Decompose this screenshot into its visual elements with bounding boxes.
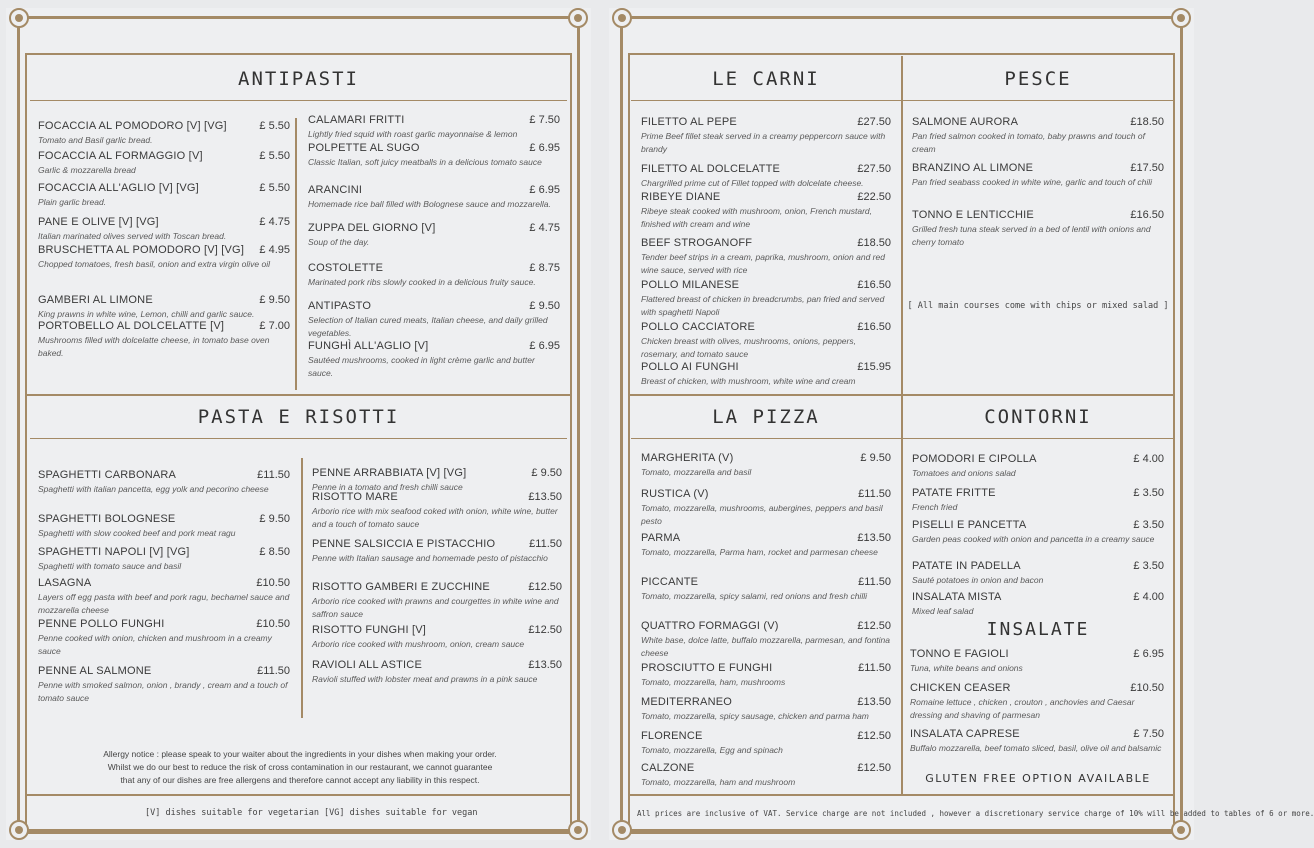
menu-item-price: £ 4.00 bbox=[1133, 591, 1164, 603]
menu-item bbox=[38, 320, 290, 359]
menu-item bbox=[308, 142, 560, 169]
menu-item-name: FILETTO AL PEPE bbox=[641, 116, 737, 128]
section-title-antipasti: ANTIPASTI bbox=[30, 58, 567, 101]
menu-item-price: £16.50 bbox=[1130, 209, 1164, 221]
menu-item-name: POMODORI E CIPOLLA bbox=[912, 453, 1037, 465]
menu-item-price: £22.50 bbox=[857, 191, 891, 203]
menu-item-name: PORTOBELLO AL DOLCELATTE [V] bbox=[38, 320, 225, 332]
menu-item-price: £ 6.95 bbox=[529, 184, 560, 196]
menu-item-name: COSTOLETTE bbox=[308, 262, 384, 274]
menu-item-name: INSALATA CAPRESE bbox=[910, 728, 1020, 740]
section-divider bbox=[25, 794, 572, 796]
menu-item-name: ARANCINI bbox=[308, 184, 363, 196]
menu-item-name: BRUSCHETTA AL POMODORO [V] [VG] bbox=[38, 244, 245, 256]
menu-item-name: BRANZINO AL LIMONE bbox=[912, 162, 1034, 174]
menu-item-price: £11.50 bbox=[858, 488, 891, 500]
menu-item-description: Garlic & mozzarella bread bbox=[38, 165, 136, 175]
menu-item bbox=[912, 487, 1164, 514]
section-title-pizza: LA PIZZA bbox=[631, 396, 901, 439]
menu-item-description: Penne with Italian sausage and homemade pesto of pistacchio bbox=[312, 553, 548, 563]
menu-item-price: £ 9.50 bbox=[529, 300, 560, 312]
menu-item-price: £ 5.50 bbox=[259, 150, 290, 162]
menu-item-price: £ 8.50 bbox=[259, 546, 290, 558]
section-title-contorni: CONTORNI bbox=[903, 396, 1173, 439]
pasta-section bbox=[30, 396, 567, 828]
menu-item bbox=[308, 262, 560, 289]
menu-item-description: French fried bbox=[912, 502, 958, 512]
menu-item-description: Spaghetti with italian pancetta, egg yolk and pecorino cheese bbox=[38, 484, 269, 494]
menu-item-price: £ 7.50 bbox=[1133, 728, 1164, 740]
menu-item bbox=[38, 182, 290, 209]
section-title-carni: LE CARNI bbox=[631, 58, 901, 101]
menu-page-left bbox=[6, 8, 591, 840]
menu-item-description: Buffalo mozzarella, beef tomato sliced, basil, olive oil and balsamic bbox=[910, 743, 1162, 753]
menu-item bbox=[308, 300, 560, 339]
menu-item-description: Tomato, mozzarella, ham and mushroom bbox=[641, 777, 796, 787]
menu-item-description: Arborio rice cooked with prawns and courgettes in white wine and saffron sauce bbox=[312, 596, 559, 619]
menu-item-price: £10.50 bbox=[256, 577, 290, 589]
menu-item bbox=[641, 116, 891, 155]
menu-item bbox=[38, 150, 290, 177]
menu-item-price: £16.50 bbox=[857, 279, 891, 291]
menu-item-price: £ 8.75 bbox=[529, 262, 560, 274]
pesce-section bbox=[903, 58, 1173, 394]
menu-item-price: £18.50 bbox=[1130, 116, 1164, 128]
menu-item bbox=[641, 532, 891, 559]
antipasti-column-left bbox=[38, 120, 290, 390]
menu-item-description: Arborio rice cooked with mushroom, onion, cream sauce bbox=[312, 639, 525, 649]
menu-item bbox=[641, 730, 891, 757]
menu-item-description: Tender beef strips in a cream, paprika, mushroom, onion and red wine sauce, served with rice bbox=[641, 252, 885, 275]
menu-item-description: Grilled fresh tuna steak served in a bed of lentil with onions and cherry tomato bbox=[912, 224, 1151, 247]
menu-item bbox=[912, 209, 1164, 248]
legend-vegetarian: [V] dishes suitable for vegetarian bbox=[145, 808, 319, 818]
menu-item-name: INSALATA MISTA bbox=[912, 591, 1002, 603]
pasta-column-right bbox=[312, 467, 562, 717]
menu-item-description: Layers off egg pasta with beef and pork ragu, bechamel sauce and mozzarella cheese bbox=[38, 592, 290, 615]
menu-item bbox=[641, 620, 891, 659]
corner-ornament-icon bbox=[612, 8, 632, 28]
menu-item bbox=[312, 581, 562, 620]
menu-item-price: £27.50 bbox=[857, 116, 891, 128]
menu-item-price: £12.50 bbox=[528, 624, 562, 636]
menu-item bbox=[641, 237, 891, 276]
menu-item bbox=[38, 618, 290, 657]
antipasti-column-right bbox=[308, 114, 560, 392]
menu-item-name: POLLO MILANESE bbox=[641, 279, 740, 291]
menu-item-price: £ 4.75 bbox=[259, 216, 290, 228]
menu-item-price: £12.50 bbox=[857, 730, 891, 742]
menu-item bbox=[308, 340, 560, 379]
menu-item-price: £10.50 bbox=[1130, 682, 1164, 694]
menu-item-price: £12.50 bbox=[528, 581, 562, 593]
menu-item bbox=[38, 469, 290, 496]
menu-item bbox=[641, 321, 891, 360]
menu-item-price: £ 5.50 bbox=[259, 120, 290, 132]
section-divider bbox=[628, 794, 1175, 796]
menu-item-price: £11.50 bbox=[858, 576, 891, 588]
menu-item-price: £13.50 bbox=[528, 659, 562, 671]
menu-item-price: £ 6.95 bbox=[529, 142, 560, 154]
menu-item-description: Sauté potatoes in onion and bacon bbox=[912, 575, 1044, 585]
insalate-column bbox=[910, 648, 1164, 768]
section-title-pesce: PESCE bbox=[903, 58, 1173, 101]
menu-item-price: £12.50 bbox=[857, 762, 891, 774]
menu-item-description: King prawns in white wine, Lemon, chilli and garlic sauce. bbox=[38, 309, 255, 319]
menu-item-description: Chicken breast with olives, mushrooms, onions, peppers, rosemary, and tomato sauce bbox=[641, 336, 856, 359]
menu-item-name: MARGHERITA (V) bbox=[641, 452, 734, 464]
menu-item bbox=[641, 361, 891, 388]
menu-item bbox=[308, 114, 560, 141]
corner-ornament-icon bbox=[9, 8, 29, 28]
menu-item-description: Tomato, mozzarella, Parma ham, rocket and parmesan cheese bbox=[641, 547, 878, 557]
menu-item bbox=[641, 163, 891, 190]
corner-ornament-icon bbox=[568, 8, 588, 28]
menu-item-price: £13.50 bbox=[857, 696, 891, 708]
menu-item-description: Tuna, white beans and onions bbox=[910, 663, 1023, 673]
menu-item-price: £ 6.95 bbox=[1133, 648, 1164, 660]
menu-item-price: £ 9.50 bbox=[259, 513, 290, 525]
menu-item-description: Tomato, mozzarella, spicy salami, red onions and fresh chilli bbox=[641, 591, 867, 601]
menu-item-name: PROSCIUTTO E FUNGHI bbox=[641, 662, 773, 674]
menu-item bbox=[910, 682, 1164, 721]
contorni-section bbox=[903, 396, 1173, 794]
menu-item-description: Lightly fried squid with roast garlic mayonnaise & lemon bbox=[308, 129, 518, 139]
menu-item-price: £ 4.00 bbox=[1133, 453, 1164, 465]
menu-item-name: RISOTTO GAMBERI E ZUCCHINE bbox=[312, 581, 490, 593]
menu-item-price: £17.50 bbox=[1130, 162, 1164, 174]
menu-item-name: RUSTICA (V) bbox=[641, 488, 709, 500]
menu-item bbox=[641, 576, 891, 603]
menu-item-price: £10.50 bbox=[256, 618, 290, 630]
menu-item bbox=[312, 659, 562, 686]
menu-item-description: Ribeye steak cooked with mushroom, onion, French mustard, finished with cream and wine bbox=[641, 206, 873, 229]
legend-vegan: [VG] dishes suitable for vegan bbox=[324, 808, 478, 818]
menu-item bbox=[312, 624, 562, 651]
menu-item-price: £ 4.75 bbox=[529, 222, 560, 234]
allergy-notice bbox=[70, 748, 530, 787]
menu-item bbox=[641, 696, 891, 723]
menu-item-description: Arborio rice with mix seafood coked with onion, white wine, butter and a touch of tomato sauce bbox=[312, 506, 558, 529]
menu-item-description: Tomato and Basil garlic bread. bbox=[38, 135, 153, 145]
menu-item-name: FUNGHÌ ALL'AGLIO [V] bbox=[308, 340, 429, 352]
menu-item-description: Soup of the day. bbox=[308, 237, 370, 247]
corner-ornament-icon bbox=[1171, 820, 1191, 840]
menu-item-price: £ 7.00 bbox=[259, 320, 290, 332]
menu-item-description: Selection of Italian cured meats, Italian cheese, and daily grilled vegetables. bbox=[308, 315, 548, 338]
menu-item-name: FLORENCE bbox=[641, 730, 703, 742]
menu-item bbox=[312, 538, 562, 565]
menu-page-right bbox=[609, 8, 1314, 840]
menu-item-name: PENNE POLLO FUNGHI bbox=[38, 618, 165, 630]
menu-item-name: POLPETTE AL SUGO bbox=[308, 142, 420, 154]
menu-item-price: £18.50 bbox=[857, 237, 891, 249]
menu-item-description: Chargrilled prime cut of Fillet topped with dolcelate cheese. bbox=[641, 178, 864, 188]
menu-item bbox=[910, 728, 1164, 755]
menu-item bbox=[912, 453, 1164, 480]
allergy-line: Allergy notice : please speak to your waiter about the ingredients in your dishes when making your order. bbox=[103, 749, 497, 759]
menu-item-description: Flattered breast of chicken in breadcrumbs, pan fried and served with spaghetti Napoli bbox=[641, 294, 885, 317]
menu-item bbox=[38, 294, 290, 321]
menu-item-description: Sautéed mushrooms, cooked in light crème garlic and butter sauce. bbox=[308, 355, 535, 378]
menu-item-name: TONNO E LENTICCHIE bbox=[912, 209, 1034, 221]
menu-item-description: Penne with smoked salmon, onion , brandy , cream and a touch of tomato sauce bbox=[38, 680, 288, 703]
section-title-pasta: PASTA E RISOTTI bbox=[30, 396, 567, 439]
menu-item-description: Tomato, mozzarella, mushrooms, aubergines, peppers and basil pesto bbox=[641, 503, 883, 526]
menu-item-description: Tomatoes and onions salad bbox=[912, 468, 1016, 478]
gluten-free-note: GLUTEN FREE OPTION AVAILABLE bbox=[925, 772, 1151, 785]
menu-item-description: Mushrooms filled with dolcelatte cheese, in tomato base oven baked. bbox=[38, 335, 270, 358]
main-course-note: [ All main courses come with chips or mixed salad ] bbox=[907, 301, 1169, 311]
menu-item-name: SPAGHETTI BOLOGNESE bbox=[38, 513, 176, 525]
menu-item bbox=[641, 762, 891, 789]
menu-item-price: £12.50 bbox=[857, 620, 891, 632]
menu-item-name: PENNE AL SALMONE bbox=[38, 665, 152, 677]
menu-item-name: PATATE FRITTE bbox=[912, 487, 996, 499]
menu-item-price: £16.50 bbox=[857, 321, 891, 333]
menu-item-price: £13.50 bbox=[857, 532, 891, 544]
menu-item bbox=[641, 279, 891, 318]
menu-item-description: Tomato, mozzarella, ham, mushrooms bbox=[641, 677, 786, 687]
corner-ornament-icon bbox=[612, 820, 632, 840]
menu-item bbox=[308, 222, 560, 249]
menu-item-description: Spaghetti with tomato sauce and basil bbox=[38, 561, 182, 571]
menu-item-name: SPAGHETTI NAPOLI [V] [VG] bbox=[38, 546, 190, 558]
footer-note: All prices are inclusive of VAT. Service charge are not included , however a discretionary service charge of 10% will be added to tables of 6 or more. bbox=[637, 809, 1314, 818]
antipasti-section bbox=[30, 58, 567, 394]
menu-item-price: £11.50 bbox=[858, 662, 891, 674]
menu-item-price: £ 5.50 bbox=[259, 182, 290, 194]
menu-item bbox=[641, 662, 891, 689]
menu-item-description: Pan fried salmon cooked in tomato, baby prawns and touch of cream bbox=[912, 131, 1145, 154]
menu-item-description: Plain garlic bread. bbox=[38, 197, 107, 207]
menu-item-description: Romaine lettuce , chicken , crouton , anchovies and Caesar dressing and shaving of parmesan bbox=[910, 697, 1135, 720]
menu-item-description: Mixed leaf salad bbox=[912, 606, 974, 616]
menu-item-name: RISOTTO MARE bbox=[312, 491, 398, 503]
menu-item-name: CHICKEN CEASER bbox=[910, 682, 1011, 694]
menu-item-name: ZUPPA DEL GIORNO [V] bbox=[308, 222, 436, 234]
menu-item-price: £ 9.50 bbox=[531, 467, 562, 479]
menu-item bbox=[308, 184, 560, 211]
menu-item-name: SALMONE AURORA bbox=[912, 116, 1019, 128]
menu-item-name: LASAGNA bbox=[38, 577, 92, 589]
menu-item-name: POLLO AI FUNGHI bbox=[641, 361, 739, 373]
menu-item bbox=[38, 665, 290, 704]
corner-ornament-icon bbox=[1171, 8, 1191, 28]
menu-item bbox=[38, 120, 290, 147]
menu-item-price: £11.50 bbox=[257, 469, 290, 481]
menu-item-price: £15.95 bbox=[857, 361, 891, 373]
menu-item-price: £ 3.50 bbox=[1133, 487, 1164, 499]
menu-item-name: FILETTO AL DOLCELATTE bbox=[641, 163, 781, 175]
menu-item-price: £11.50 bbox=[529, 538, 562, 550]
menu-item bbox=[312, 491, 562, 530]
menu-item-name: SPAGHETTI CARBONARA bbox=[38, 469, 177, 481]
menu-item-name: RAVIOLI ALL ASTICE bbox=[312, 659, 422, 671]
menu-item-description: Tomato, mozzarella, spicy sausage, chicken and parma ham bbox=[641, 711, 869, 721]
menu-item-description: Breast of chicken, with mushroom, white wine and cream bbox=[641, 376, 856, 386]
menu-item-description: Tomato, mozzarella and basil bbox=[641, 467, 752, 477]
menu-item-name: RIBEYE DIANE bbox=[641, 191, 721, 203]
menu-item bbox=[910, 648, 1164, 675]
menu-item bbox=[912, 162, 1164, 189]
menu-item-name: PENNE SALSICCIA E PISTACCHIO bbox=[312, 538, 496, 550]
menu-item-name: PISELLI E PANCETTA bbox=[912, 519, 1027, 531]
menu-item bbox=[38, 546, 290, 573]
menu-item-name: ANTIPASTO bbox=[308, 300, 372, 312]
menu-item-name: CALZONE bbox=[641, 762, 695, 774]
menu-item-description: White base, dolce latte, buffalo mozzarella, parmesan, and fontina cheese bbox=[641, 635, 891, 658]
allergy-line: that any of our dishes are free allergens and therefore cannot accept any liability in this respect. bbox=[120, 775, 480, 785]
menu-item-price: £13.50 bbox=[528, 491, 562, 503]
menu-item bbox=[912, 519, 1164, 546]
menu-item-name: FOCACCIA AL POMODORO [V] [VG] bbox=[38, 120, 227, 132]
menu-item-price: £ 3.50 bbox=[1133, 560, 1164, 572]
column-divider bbox=[301, 458, 303, 718]
pizza-section bbox=[631, 396, 901, 794]
menu-item-description: Homemade rice ball filled with Bolognese sauce and mozzarella. bbox=[308, 199, 551, 209]
menu-item bbox=[641, 488, 891, 527]
section-title-insalate: INSALATE bbox=[986, 619, 1090, 640]
menu-item bbox=[38, 244, 290, 271]
menu-item-price: £11.50 bbox=[257, 665, 290, 677]
menu-item-description: Classic Italian, soft juicy meatballs in a delicious tomato sauce bbox=[308, 157, 542, 167]
menu-item-description: Penne in a tomato and fresh chilli sauce bbox=[312, 482, 463, 492]
menu-item-description: Marinated pork ribs slowly cooked in a delicious fruity sauce. bbox=[308, 277, 536, 287]
menu-item-price: £ 9.50 bbox=[860, 452, 891, 464]
menu-item-price: £ 4.95 bbox=[259, 244, 290, 256]
menu-item-description: Italian marinated olives served with Toscan bread. bbox=[38, 231, 227, 241]
menu-item-name: CALAMARI FRITTI bbox=[308, 114, 405, 126]
menu-item-name: POLLO CACCIATORE bbox=[641, 321, 756, 333]
menu-item-price: £27.50 bbox=[857, 163, 891, 175]
menu-item-name: RISOTTO FUNGHI [V] bbox=[312, 624, 427, 636]
column-divider bbox=[295, 118, 297, 390]
menu-item-price: £ 3.50 bbox=[1133, 519, 1164, 531]
corner-ornament-icon bbox=[568, 820, 588, 840]
menu-item-price: £ 9.50 bbox=[259, 294, 290, 306]
menu-item-name: PARMA bbox=[641, 532, 681, 544]
menu-item-name: PATATE IN PADELLA bbox=[912, 560, 1021, 572]
allergy-line: Whilst we do our best to reduce the risk of cross contamination in our restaurant, we cannot guarantee bbox=[107, 762, 493, 772]
menu-item-name: FOCACCIA ALL'AGLIO [V] [VG] bbox=[38, 182, 199, 194]
pasta-column-left bbox=[38, 469, 290, 719]
pizza-column bbox=[641, 452, 891, 792]
menu-item bbox=[912, 116, 1164, 155]
menu-item-description: Spaghetti with slow cooked beef and pork meat ragu bbox=[38, 528, 236, 538]
menu-item-name: BEEF STROGANOFF bbox=[641, 237, 753, 249]
pesce-column bbox=[912, 116, 1164, 316]
menu-item-description: Ravioli stuffed with lobster meat and prawns in a pink sauce bbox=[312, 674, 538, 684]
menu-item-description: Prime Beef fillet steak served in a creamy peppercorn sauce with brandy bbox=[641, 131, 886, 154]
menu-item-name: GAMBERI AL LIMONE bbox=[38, 294, 153, 306]
menu-item-description: Garden peas cooked with onion and pancetta in a creamy sauce bbox=[912, 534, 1155, 544]
carni-section bbox=[631, 58, 901, 394]
menu-item-name: PANE E OLIVE [V] [VG] bbox=[38, 216, 159, 228]
corner-ornament-icon bbox=[9, 820, 29, 840]
menu-item bbox=[38, 577, 290, 616]
menu-item-description: Chopped tomatoes, fresh basil, onion and extra virgin olive oil bbox=[38, 259, 270, 269]
contorni-column bbox=[912, 453, 1164, 623]
menu-item bbox=[912, 591, 1164, 618]
menu-item-description: Pan fried seabass cooked in white wine, garlic and touch of chili bbox=[912, 177, 1153, 187]
menu-item-name: TONNO E FAGIOLI bbox=[910, 648, 1009, 660]
menu-item bbox=[641, 191, 891, 230]
menu-item-name: MEDITERRANEO bbox=[641, 696, 733, 708]
menu-item-name: FOCACCIA AL FORMAGGIO [V] bbox=[38, 150, 203, 162]
menu-item bbox=[38, 216, 290, 243]
menu-item-name: PICCANTE bbox=[641, 576, 699, 588]
menu-item-price: £ 6.95 bbox=[529, 340, 560, 352]
menu-item-price: £ 7.50 bbox=[529, 114, 560, 126]
menu-item-description: Tomato, mozzarella, Egg and spinach bbox=[641, 745, 783, 755]
menu-item-name: QUATTRO FORMAGGI (V) bbox=[641, 620, 779, 632]
menu-item-name: PENNE ARRABBIATA [V] [VG] bbox=[312, 467, 467, 479]
menu-item-description: Penne cooked with onion, chicken and mushroom in a creamy sauce bbox=[38, 633, 272, 656]
menu-item bbox=[912, 560, 1164, 587]
menu-item bbox=[641, 452, 891, 479]
menu-item bbox=[312, 467, 562, 494]
menu-item bbox=[38, 513, 290, 540]
carni-column bbox=[641, 116, 891, 396]
